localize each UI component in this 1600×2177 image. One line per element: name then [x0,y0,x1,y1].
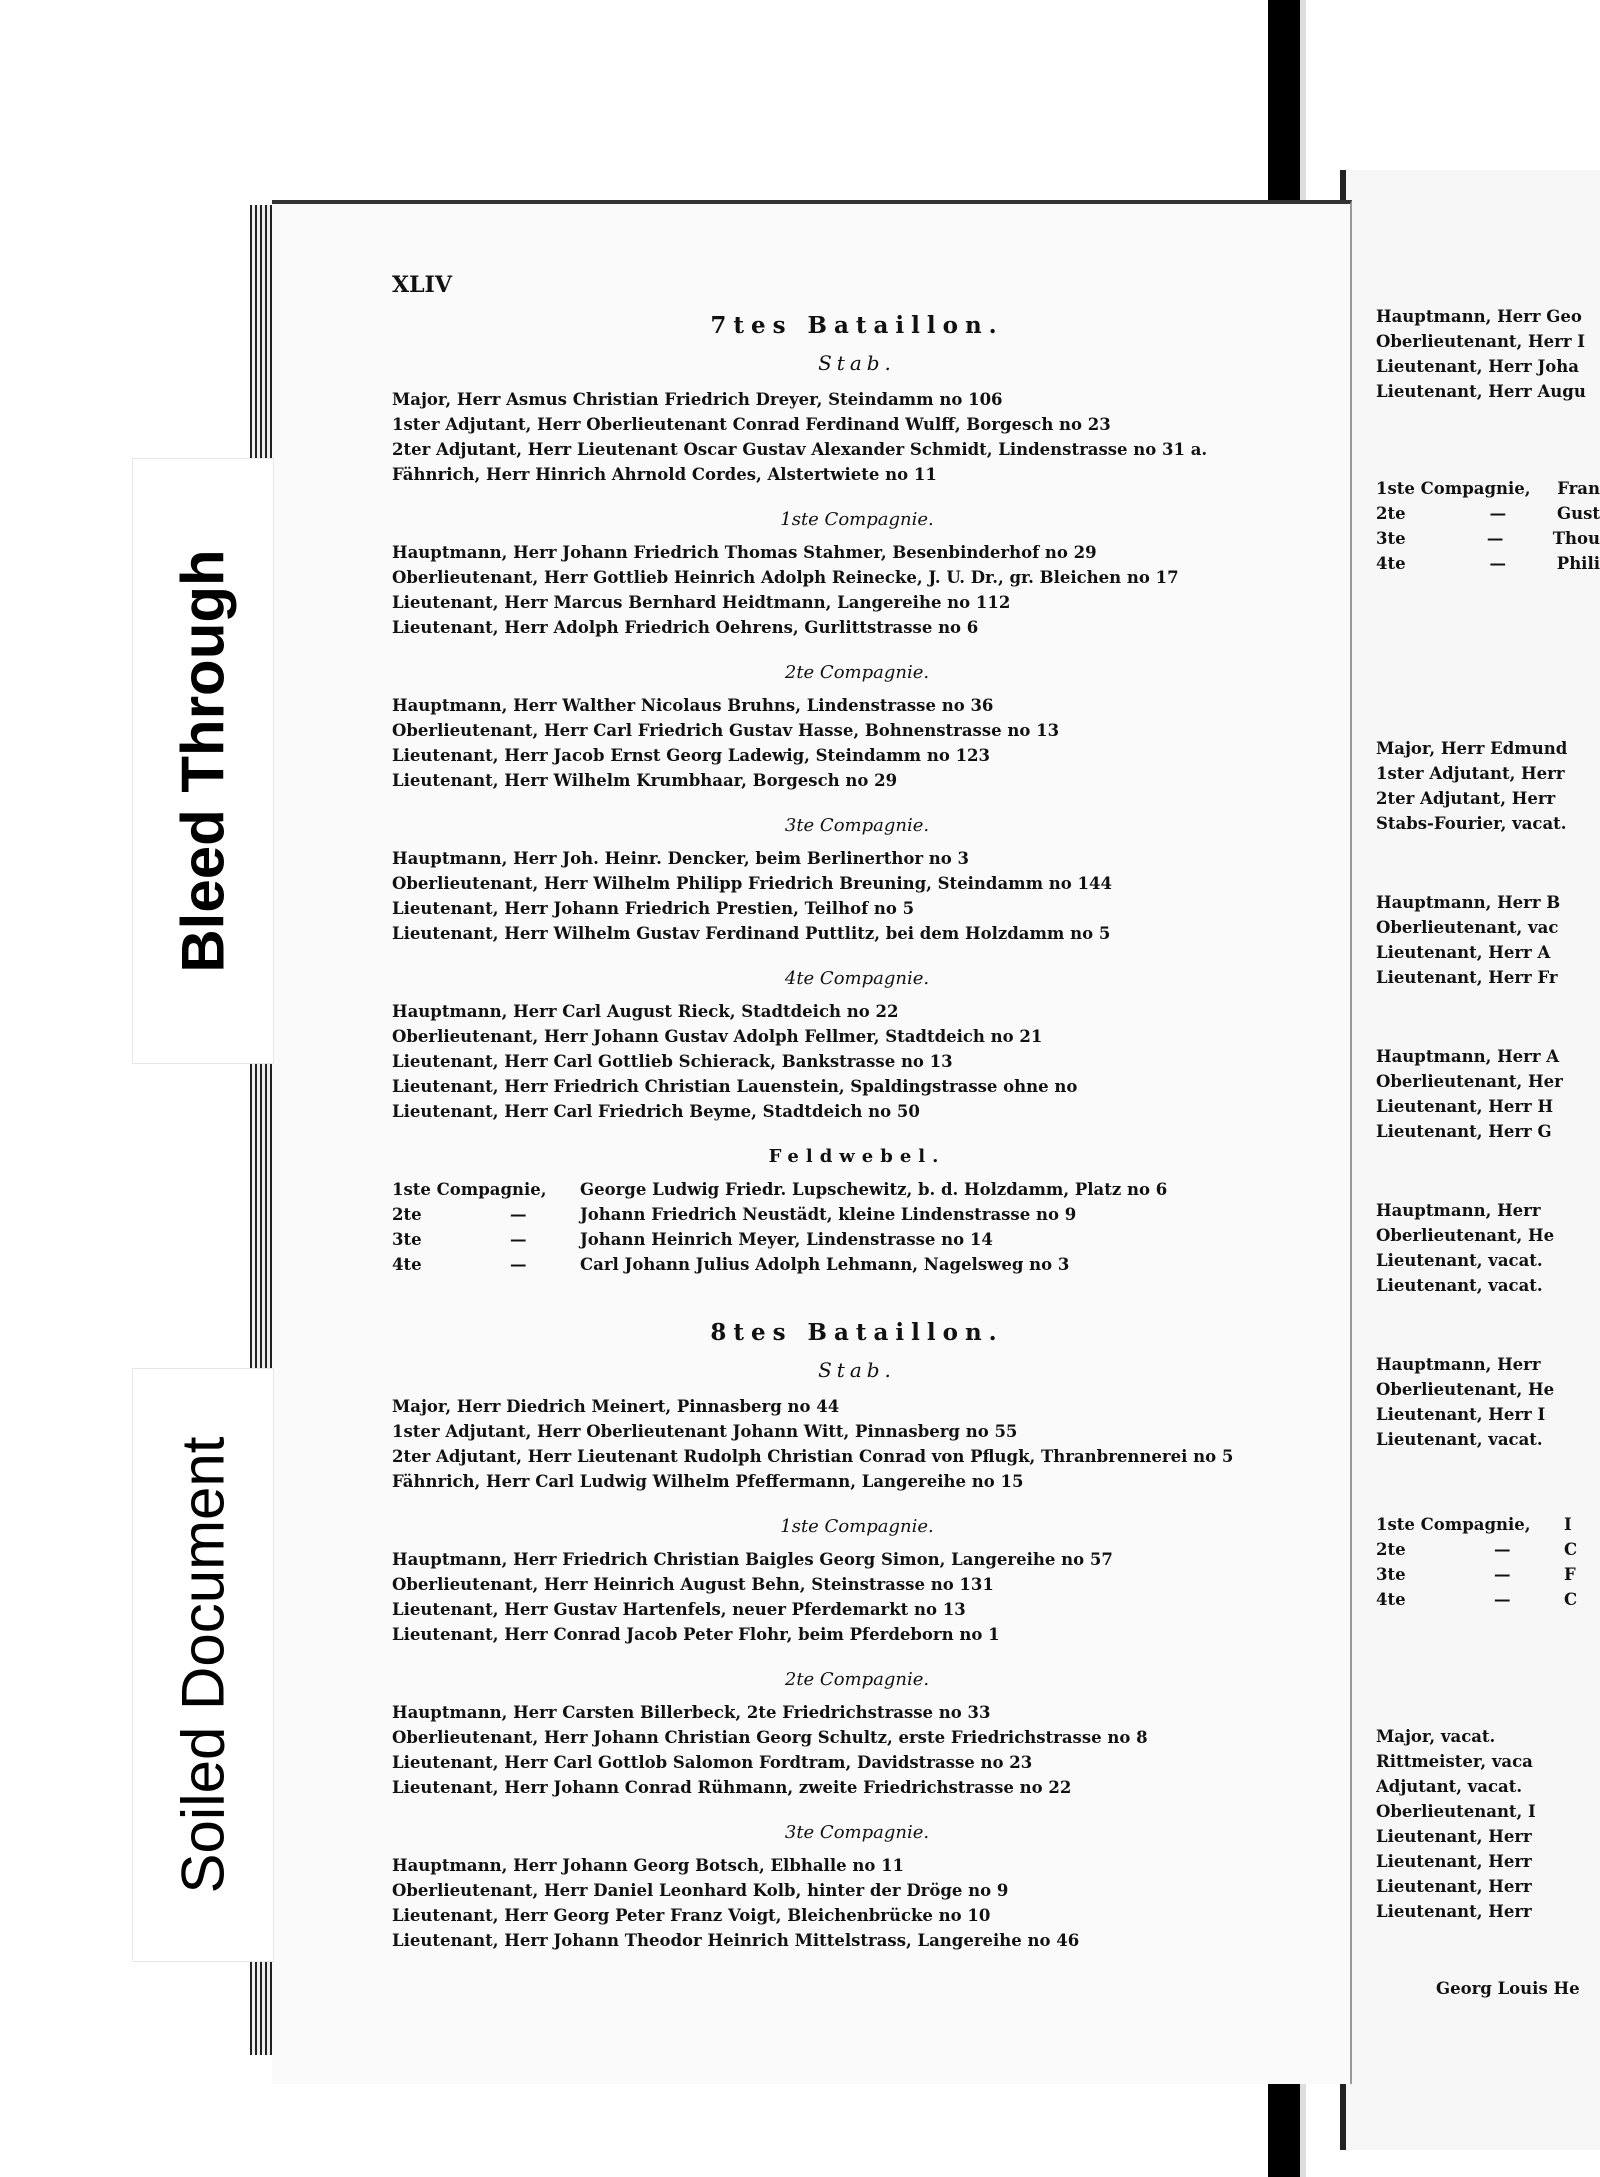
roster-line: Lieutenant, Herr Johann Friedrich Prestien, Teilhof no 5 [392,899,915,918]
roster-line: Oberlieutenant, Herr Wilhelm Philipp Friedrich Breuning, Steindamm no 144 [392,874,1112,893]
bleed-through-text: Bleed Through [169,549,237,973]
battalion-title: 8tes Bataillon. [710,1319,1004,1346]
right-page-block: Hauptmann, Herr Oberlieutenant, He Lieutenant, vacat. Lieutenant, vacat. [1376,1201,1555,1295]
stab-line: 1ster Adjutant, Herr Oberlieutenant Johann Witt, Pinnasberg no 55 [392,1422,1018,1441]
roster-line: Hauptmann, Herr Johann Friedrich Thomas Stahmer, Besenbinderhof no 29 [392,543,1097,562]
roster-line: Lieutenant, Herr Wilhelm Krumbhaar, Borgesch no 29 [392,771,898,790]
feldwebel-row: 1ste Compagnie, George Ludwig Friedr. Lupschewitz, b. d. Holzdamm, Platz no 6 [392,1180,1168,1199]
right-page-feldwebel: 1ste Compagnie, Fran 2te — Gust 3te — Thou 4te — Phili [1376,479,1600,573]
roster-line: Lieutenant, Herr Jacob Ernst Georg Ladewig, Steindamm no 123 [392,746,991,765]
right-page-block: Hauptmann, Herr B Oberlieutenant, vac Lieutenant, Herr A Lieutenant, Herr Fr [1376,893,1561,987]
roster-line: Lieutenant, Herr Adolph Friedrich Oehrens, Gurlittstrasse no 6 [392,618,979,637]
roster-line: Oberlieutenant, Herr Daniel Leonhard Kolb, hinter der Dröge no 9 [392,1881,1009,1900]
stab-line: 1ster Adjutant, Herr Oberlieutenant Conrad Ferdinand Wulff, Borgesch no 23 [392,415,1111,434]
feldwebel-row: 4te — Carl Johann Julius Adolph Lehmann, Nagelsweg no 3 [392,1255,1070,1274]
roster-line: Lieutenant, Herr Carl Friedrich Beyme, Stadtdeich no 50 [392,1102,920,1121]
feldwebel-row: 3te — Johann Heinrich Meyer, Lindenstrasse no 14 [392,1230,993,1249]
roster-line: Hauptmann, Herr Walther Nicolaus Bruhns, Lindenstrasse no 36 [392,696,994,715]
company-title: 1ste Compagnie. [780,1516,934,1537]
feldwebel-title: Feldwebel. [768,1146,946,1167]
roster-line: Lieutenant, Herr Georg Peter Franz Voigt, Bleichenbrücke no 10 [392,1906,991,1925]
roster-line: Hauptmann, Herr Friedrich Christian Baigles Georg Simon, Langereihe no 57 [392,1550,1113,1569]
roster-line: Lieutenant, Herr Johann Theodor Heinrich Mittelstrass, Langereihe no 46 [392,1931,1080,1950]
company-title: 3te Compagnie. [784,1822,930,1843]
right-page-block: Hauptmann, Herr Oberlieutenant, He Lieutenant, Herr I Lieutenant, vacat. [1376,1355,1555,1449]
roster-line: Lieutenant, Herr Friedrich Christian Lauenstein, Spaldingstrasse ohne no [392,1077,1078,1096]
roster-line: Lieutenant, Herr Carl Gottlob Salomon Fordtram, Davidstrasse no 23 [392,1753,1033,1772]
stab-line: 2ter Adjutant, Herr Lieutenant Rudolph Christian Conrad von Pflugk, Thranbrennerei no 5 [392,1447,1234,1466]
roster-line: Oberlieutenant, Herr Heinrich August Behn, Steinstrasse no 131 [392,1575,994,1594]
roster-line: Oberlieutenant, Herr Carl Friedrich Gustav Hasse, Bohnenstrasse no 13 [392,721,1060,740]
right-page-block: Hauptmann, Herr Geo Oberlieutenant, Herr I Lieutenant, Herr Joha Lieutenant, Herr Augu [1376,307,1586,401]
stab-line: Fähnrich, Herr Carl Ludwig Wilhelm Pfeffermann, Langereihe no 15 [392,1472,1024,1491]
company-title: 3te Compagnie. [784,815,930,836]
company-title: 2te Compagnie. [784,1669,930,1690]
right-page-block: Hauptmann, Herr A Oberlieutenant, Her Lieutenant, Herr H Lieutenant, Herr G [1376,1047,1563,1141]
roster-line: Oberlieutenant, Herr Johann Christian Georg Schultz, erste Friedrichstrasse no 8 [392,1728,1148,1747]
roster-line: Hauptmann, Herr Johann Georg Botsch, Elbhalle no 11 [392,1856,905,1875]
section-title: Stab. [818,351,896,375]
stab-line: Fähnrich, Herr Hinrich Ahrnold Cordes, Alstertwiete no 11 [392,465,937,484]
feldwebel-row: 2te — Johann Friedrich Neustädt, kleine Lindenstrasse no 9 [392,1205,1077,1224]
bleed-through-label [132,458,274,1064]
roster-line: Lieutenant, Herr Gustav Hartenfels, neuer Pferdemarkt no 13 [392,1600,966,1619]
right-page-block: Major, vacat. Rittmeister, vaca Adjutant, vacat. Oberlieutenant, I Lieutenant, Herr Lieutenant, Herr Lieutenant, Herr Lieutenant, Herr [1376,1727,1536,1921]
roster-line: Lieutenant, Herr Carl Gottlieb Schierack, Bankstrasse no 13 [392,1052,953,1071]
roster-line: Lieutenant, Herr Johann Conrad Rühmann, zweite Friedrichstrasse no 22 [392,1778,1072,1797]
stab-line: 2ter Adjutant, Herr Lieutenant Oscar Gustav Alexander Schmidt, Lindenstrasse no 31 a. [392,440,1208,459]
soiled-document-label [132,1368,274,1962]
roster-line: Hauptmann, Herr Carl August Rieck, Stadtdeich no 22 [392,1002,899,1021]
right-page-footer: Georg Louis He [1436,1979,1580,1998]
company-title: 2te Compagnie. [784,662,930,683]
company-title: 1ste Compagnie. [780,509,934,530]
roster-line: Lieutenant, Herr Conrad Jacob Peter Flohr, beim Pferdeborn no 1 [392,1625,1000,1644]
stab-line: Major, Herr Asmus Christian Friedrich Dreyer, Steindamm no 106 [392,390,1003,409]
page-number: XLIV [392,272,452,298]
stab-line: Major, Herr Diedrich Meinert, Pinnasberg no 44 [392,1397,840,1416]
roster-line: Oberlieutenant, Herr Johann Gustav Adolph Fellmer, Stadtdeich no 21 [392,1027,1043,1046]
right-page-feldwebel: 1ste Compagnie, I 2te — C 3te — F 4te — C [1376,1515,1578,1609]
section-title: Stab. [818,1358,896,1382]
roster-line: Hauptmann, Herr Joh. Heinr. Dencker, beim Berlinerthor no 3 [392,849,970,868]
battalion-title: 7tes Bataillon. [710,312,1004,339]
soiled-document-text: Soiled Document [169,1436,237,1894]
company-title: 4te Compagnie. [784,968,930,989]
roster-line: Lieutenant, Herr Marcus Bernhard Heidtmann, Langereihe no 112 [392,593,1011,612]
main-text [392,312,1322,1953]
roster-line: Oberlieutenant, Herr Gottlieb Heinrich Adolph Reinecke, J. U. Dr., gr. Bleichen no 17 [392,568,1179,587]
roster-line: Hauptmann, Herr Carsten Billerbeck, 2te Friedrichstrasse no 33 [392,1703,991,1722]
right-page-stab: Major, Herr Edmund 1ster Adjutant, Herr 2ter Adjutant, Herr Stabs-Fourier, vacat. [1376,739,1568,833]
roster-line: Lieutenant, Herr Wilhelm Gustav Ferdinand Puttlitz, bei dem Holzdamm no 5 [392,924,1111,943]
